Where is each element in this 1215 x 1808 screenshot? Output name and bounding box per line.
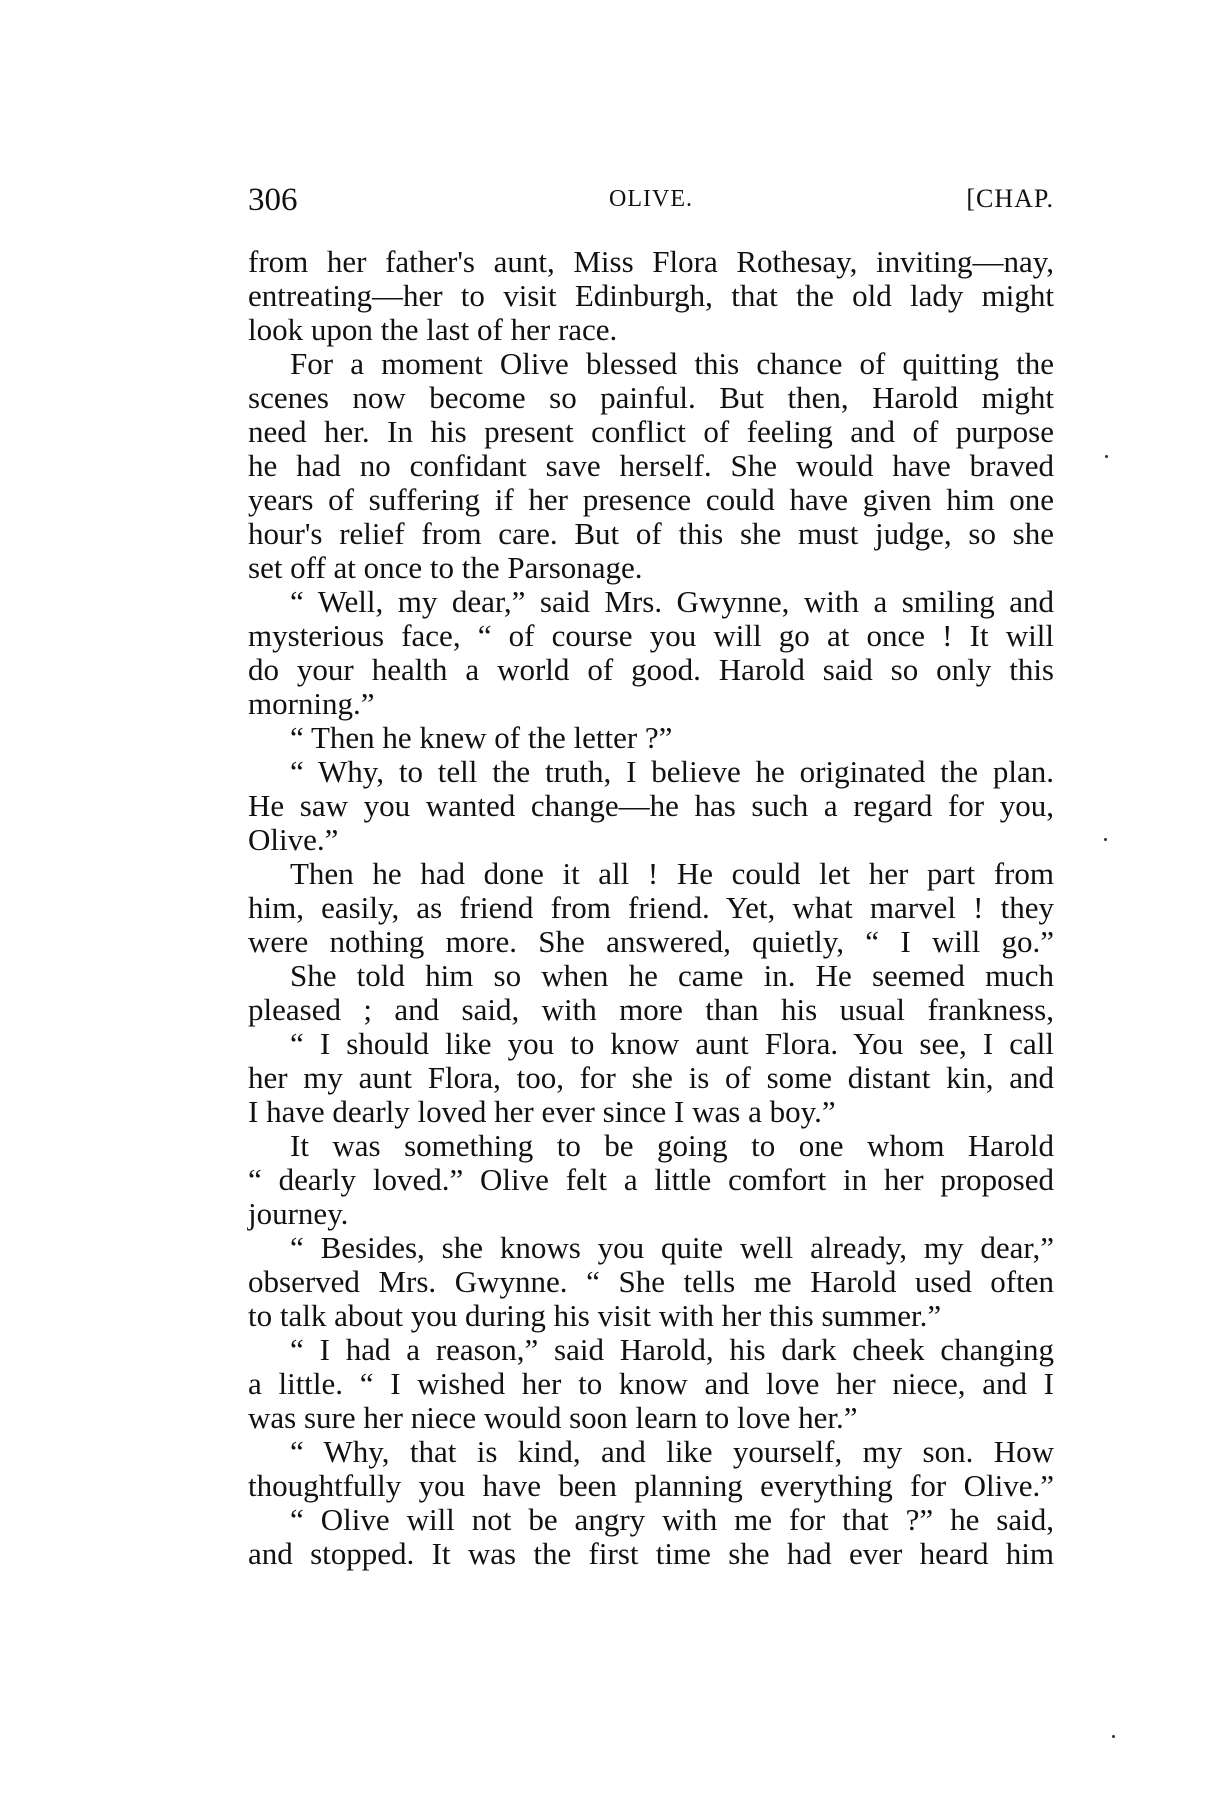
text-line: I have dearly loved her ever since I was a boy.” <box>248 1094 836 1129</box>
text-line: observed Mrs. Gwynne. “ She tells me Harold used often <box>248 1264 1054 1299</box>
text-line: For a moment Olive blessed this chance of quitting the <box>290 346 1054 381</box>
text-line: thoughtfully you have been planning everything for Olive.” <box>248 1468 1054 1503</box>
text-line: Olive.” <box>248 822 339 857</box>
text-line: to talk about you during his visit with her this summer.” <box>248 1298 942 1333</box>
text-line: “ Why, to tell the truth, I believe he originated the plan. <box>290 754 1054 789</box>
text-line: It was something to be going to one whom Harold <box>290 1128 1054 1163</box>
text-line: “ Then he knew of the letter ?” <box>290 720 673 755</box>
text-line: him, easily, as friend from friend. Yet, what marvel ! they <box>248 890 1054 925</box>
text-line: pleased ; and said, with more than his usual frankness, <box>248 992 1054 1027</box>
text-line: “ I should like you to know aunt Flora. You see, I call <box>290 1026 1054 1061</box>
body-text <box>248 245 1054 1571</box>
text-line: a little. “ I wished her to know and love her niece, and I <box>248 1366 1054 1401</box>
text-line: scenes now become so painful. But then, Harold might <box>248 380 1054 415</box>
text-line: need her. In his present conflict of feeling and of purpose <box>248 414 1054 449</box>
text-line: He saw you wanted change—he has such a regard for you, <box>248 788 1054 823</box>
text-line: “ Besides, she knows you quite well already, my dear,” <box>290 1230 1054 1265</box>
text-line: her my aunt Flora, too, for she is of some distant kin, and <box>248 1060 1054 1095</box>
text-line: look upon the last of her race. <box>248 312 618 347</box>
text-line: and stopped. It was the first time she had ever heard him <box>248 1536 1054 1571</box>
text-line: set off at once to the Parsonage. <box>248 550 643 585</box>
text-line: was sure her niece would soon learn to love her.” <box>248 1400 858 1435</box>
chapter-marker: [CHAP. <box>966 184 1054 213</box>
text-line: “ Olive will not be angry with me for that ?” he said, <box>290 1502 1054 1537</box>
text-line: journey. <box>248 1196 349 1231</box>
text-line: morning.” <box>248 686 375 721</box>
text-line: Then he had done it all ! He could let her part from <box>290 856 1054 891</box>
text-line: years of suffering if her presence could have given him one <box>248 482 1054 517</box>
text-line: “ Well, my dear,” said Mrs. Gwynne, with a smiling and <box>290 584 1054 619</box>
text-line: mysterious face, “ of course you will go at once ! It will <box>248 618 1054 653</box>
text-line: She told him so when he came in. He seemed much <box>290 958 1054 993</box>
text-line: “ Why, that is kind, and like yourself, my son. How <box>290 1434 1054 1469</box>
text-line: he had no confidant save herself. She would have braved <box>248 448 1054 483</box>
page-header <box>248 182 1054 232</box>
scan-speck <box>1112 1735 1115 1738</box>
text-line: “ I had a reason,” said Harold, his dark cheek changing <box>290 1332 1054 1367</box>
text-line: were nothing more. She answered, quietly, “ I will go.” <box>248 924 1054 959</box>
text-line: from her father's aunt, Miss Flora Rothesay, inviting—nay, <box>248 244 1054 279</box>
text-line: “ dearly loved.” Olive felt a little comfort in her proposed <box>248 1162 1054 1197</box>
running-title: OLIVE. <box>609 186 693 212</box>
text-line: do your health a world of good. Harold said so only this <box>248 652 1054 687</box>
text-line: hour's relief from care. But of this she must judge, so she <box>248 516 1054 551</box>
text-line: entreating—her to visit Edinburgh, that the old lady might <box>248 278 1054 313</box>
scan-speck <box>1105 455 1108 458</box>
scan-speck <box>1104 838 1107 841</box>
page-number: 306 <box>248 182 298 218</box>
